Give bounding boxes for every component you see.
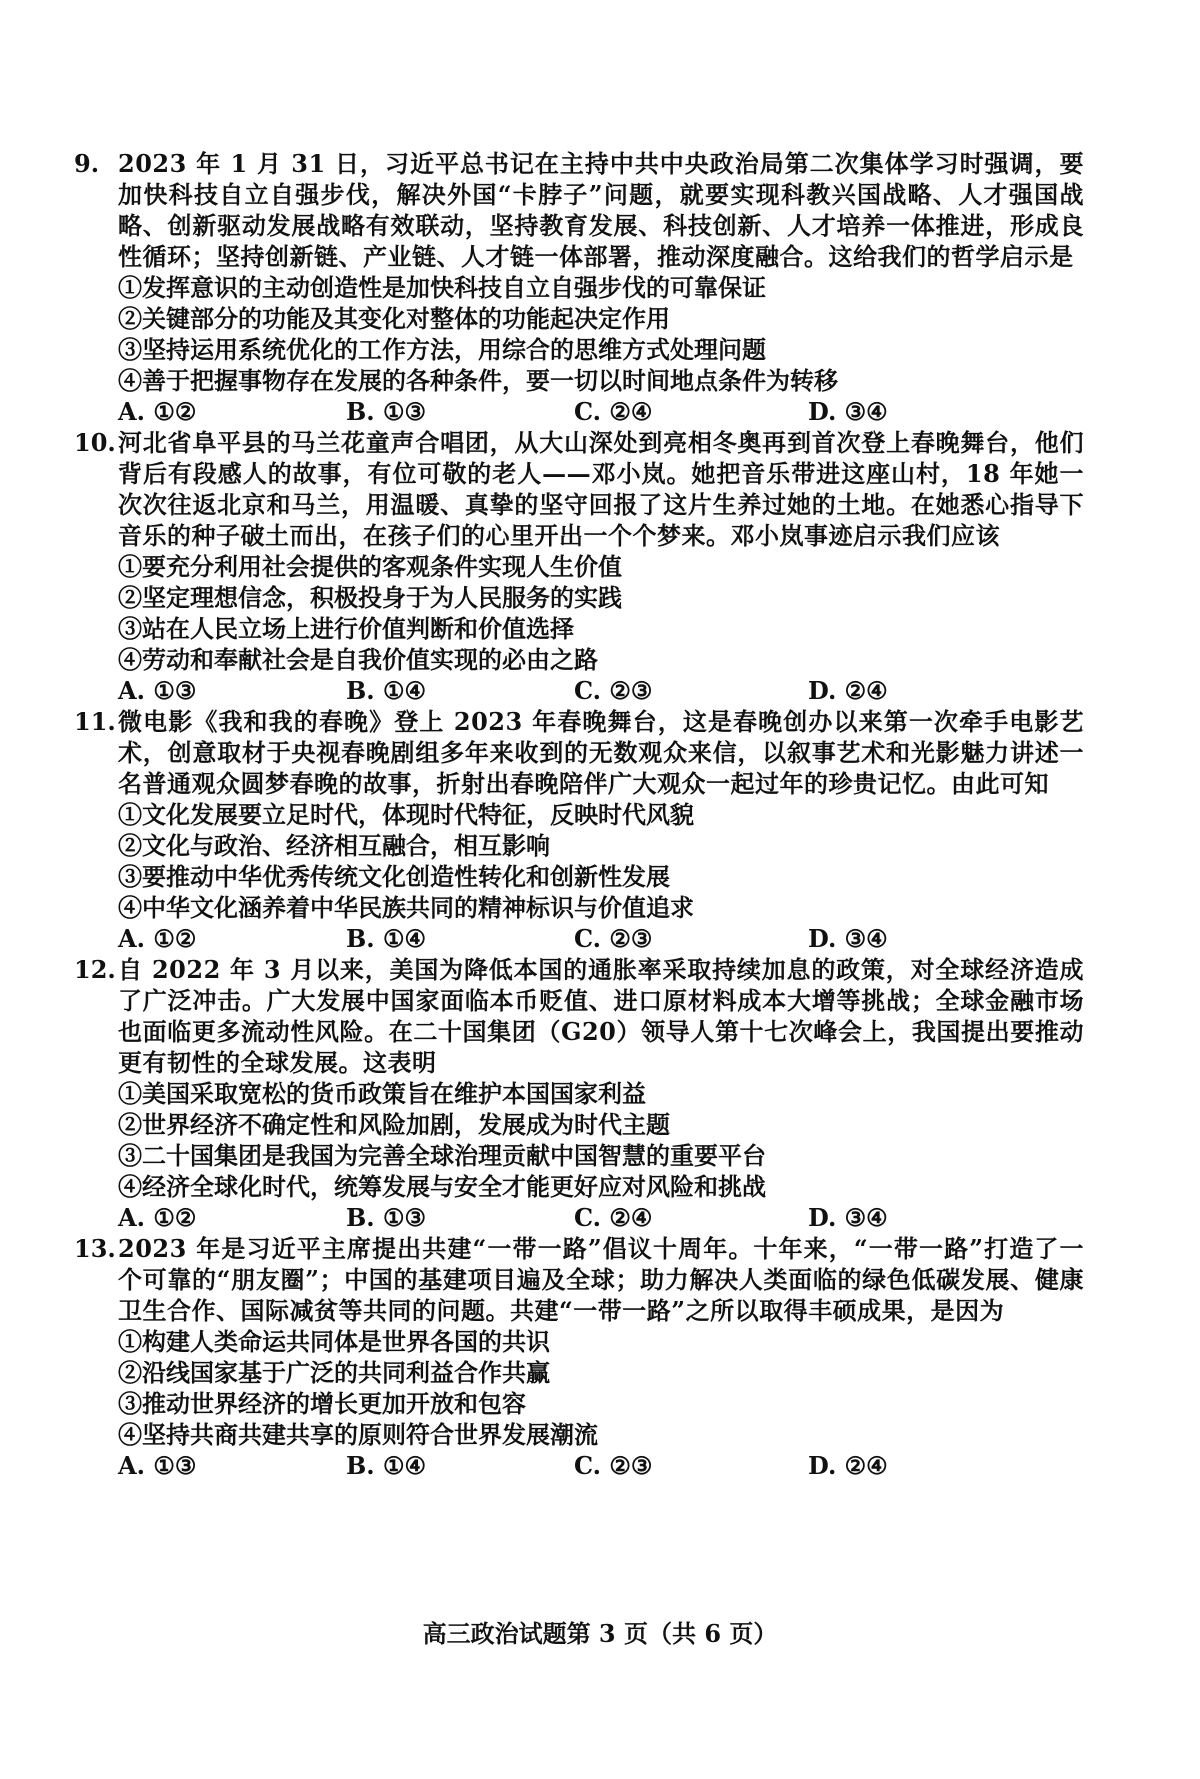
statement: ④坚持共商共建共享的原则符合世界发展潮流: [118, 1420, 598, 1449]
statement: ③二十国集团是我国为完善全球治理贡献中国智慧的重要平台: [118, 1141, 766, 1170]
option-c: C. ②③: [574, 924, 653, 953]
statement: ②沿线国家基于广泛的共同利益合作共赢: [118, 1358, 550, 1387]
option-d: D. ③④: [808, 397, 888, 426]
statement-list: [118, 1078, 1084, 1202]
statement: ④经济全球化时代，统筹发展与安全才能更好应对风险和挑战: [118, 1172, 766, 1201]
question-number: 13.: [74, 1234, 116, 1263]
statement: ①构建人类命运共同体是世界各国的共识: [118, 1327, 550, 1356]
statement-list: [118, 551, 1084, 675]
option-c: C. ②④: [574, 397, 653, 426]
statement: ②坚定理想信念，积极投身于为人民服务的实践: [118, 583, 622, 612]
question-stem-row: [74, 148, 1084, 272]
option-b: B. ①④: [346, 924, 427, 953]
option-d: D. ②④: [808, 676, 888, 705]
statement: ②世界经济不确定性和风险加剧，发展成为时代主题: [118, 1110, 670, 1139]
option-d: D. ②④: [808, 1451, 888, 1480]
option-c: C. ②④: [574, 1203, 653, 1232]
question-stem: 微电影《我和我的春晚》登上 2023 年春晚舞台，这是春晚创办以来第一次牵手电影艺术，创意取材于央视春晚剧组多年来收到的无数观众来信，以叙事艺术和光影魅力讲述一名普通观众圆梦春晚的故事，折射出春晚陪伴广大观众一起过年的珍贵记忆。由此可知: [118, 707, 1084, 798]
question-stem-row: [74, 954, 1084, 1078]
question-list: [74, 148, 1084, 1481]
option-c: C. ②③: [574, 676, 653, 705]
answer-options: [118, 923, 1084, 954]
answer-options: [118, 675, 1084, 706]
statement-list: [118, 799, 1084, 923]
question-number: 10.: [74, 428, 116, 457]
statement: ③推动世界经济的增长更加开放和包容: [118, 1389, 526, 1418]
question-9: [74, 148, 1084, 427]
statement: ①美国采取宽松的货币政策旨在维护本国国家利益: [118, 1079, 646, 1108]
answer-options: [118, 396, 1084, 427]
statement-list: [118, 1326, 1084, 1450]
question-stem-row: [74, 1233, 1084, 1326]
option-a: A. ①③: [118, 1451, 197, 1480]
question-number: 11.: [74, 707, 116, 736]
statement: ②关键部分的功能及其变化对整体的功能起决定作用: [118, 304, 670, 333]
statement: ①文化发展要立足时代，体现时代特征，反映时代风貌: [118, 800, 694, 829]
answer-options: [118, 1202, 1084, 1233]
statement: ①发挥意识的主动创造性是加快科技自立自强步伐的可靠保证: [118, 273, 766, 302]
option-a: A. ①②: [118, 397, 197, 426]
option-a: A. ①③: [118, 676, 197, 705]
statement: ③坚持运用系统优化的工作方法，用综合的思维方式处理问题: [118, 335, 766, 364]
question-stem: 2023 年 1 月 31 日，习近平总书记在主持中共中央政治局第二次集体学习时强调，要加快科技自立自强步伐，解决外国“卡脖子”问题，就要实现科教兴国战略、人才强国战略、创新驱动发展战略有效联动，坚持教育发展、科技创新、人才培养一体推进，形成良性循环；坚持创新链、产业链、人才链一体部署，推动深度融合。这给我们的哲学启示是: [118, 149, 1084, 271]
question-11: [74, 706, 1084, 954]
statement: ④善于把握事物存在发展的各种条件，要一切以时间地点条件为转移: [118, 366, 838, 395]
option-b: B. ①③: [346, 1203, 427, 1232]
question-number: 12.: [74, 955, 116, 984]
option-d: D. ③④: [808, 1203, 888, 1232]
statement: ②文化与政治、经济相互融合，相互影响: [118, 831, 550, 860]
question-number: 9.: [74, 149, 100, 178]
question-stem: 2023 年是习近平主席提出共建“一带一路”倡议十周年。十年来，“一带一路”打造了一个可靠的“朋友圈”；中国的基建项目遍及全球；助力解决人类面临的绿色低碳发展、健康卫生合作、国际减贫等共同的问题。共建“一带一路”之所以取得丰硕成果，是因为: [118, 1234, 1084, 1325]
option-a: A. ①②: [118, 1203, 197, 1232]
option-b: B. ①④: [346, 1451, 427, 1480]
option-b: B. ①④: [346, 676, 427, 705]
answer-options: [118, 1450, 1084, 1481]
statement: ④中华文化涵养着中华民族共同的精神标识与价值追求: [118, 893, 694, 922]
option-a: A. ①②: [118, 924, 197, 953]
page-footer: 高三政治试题第 3 页（共 6 页）: [422, 1619, 778, 1648]
option-c: C. ②③: [574, 1451, 653, 1480]
option-d: D. ③④: [808, 924, 888, 953]
statement: ③站在人民立场上进行价值判断和价值选择: [118, 614, 574, 643]
statement: ③要推动中华优秀传统文化创造性转化和创新性发展: [118, 862, 670, 891]
question-stem-row: [74, 427, 1084, 551]
question-13: [74, 1233, 1084, 1481]
question-12: [74, 954, 1084, 1233]
statement-list: [118, 272, 1084, 396]
question-stem: 河北省阜平县的马兰花童声合唱团，从大山深处到亮相冬奥再到首次登上春晚舞台，他们背后有段感人的故事，有位可敬的老人——邓小岚。她把音乐带进这座山村，18 年她一次次往返北京和马兰，用温暖、真挚的坚守回报了这片生养过她的土地。在她悉心指导下音乐的种子破土而出，在孩子们的心里开出一个个梦来。邓小岚事迹启示我们应该: [118, 428, 1084, 550]
question-stem-row: [74, 706, 1084, 799]
question-stem: 自 2022 年 3 月以来，美国为降低本国的通胀率采取持续加息的政策，对全球经济造成了广泛冲击。广大发展中国家面临本币贬值、进口原材料成本大增等挑战；全球金融市场也面临更多流动性风险。在二十国集团（G20）领导人第十七次峰会上，我国提出要推动更有韧性的全球发展。这表明: [118, 955, 1084, 1077]
statement: ①要充分利用社会提供的客观条件实现人生价值: [118, 552, 622, 581]
option-b: B. ①③: [346, 397, 427, 426]
question-10: [74, 427, 1084, 706]
statement: ④劳动和奉献社会是自我价值实现的必由之路: [118, 645, 598, 674]
